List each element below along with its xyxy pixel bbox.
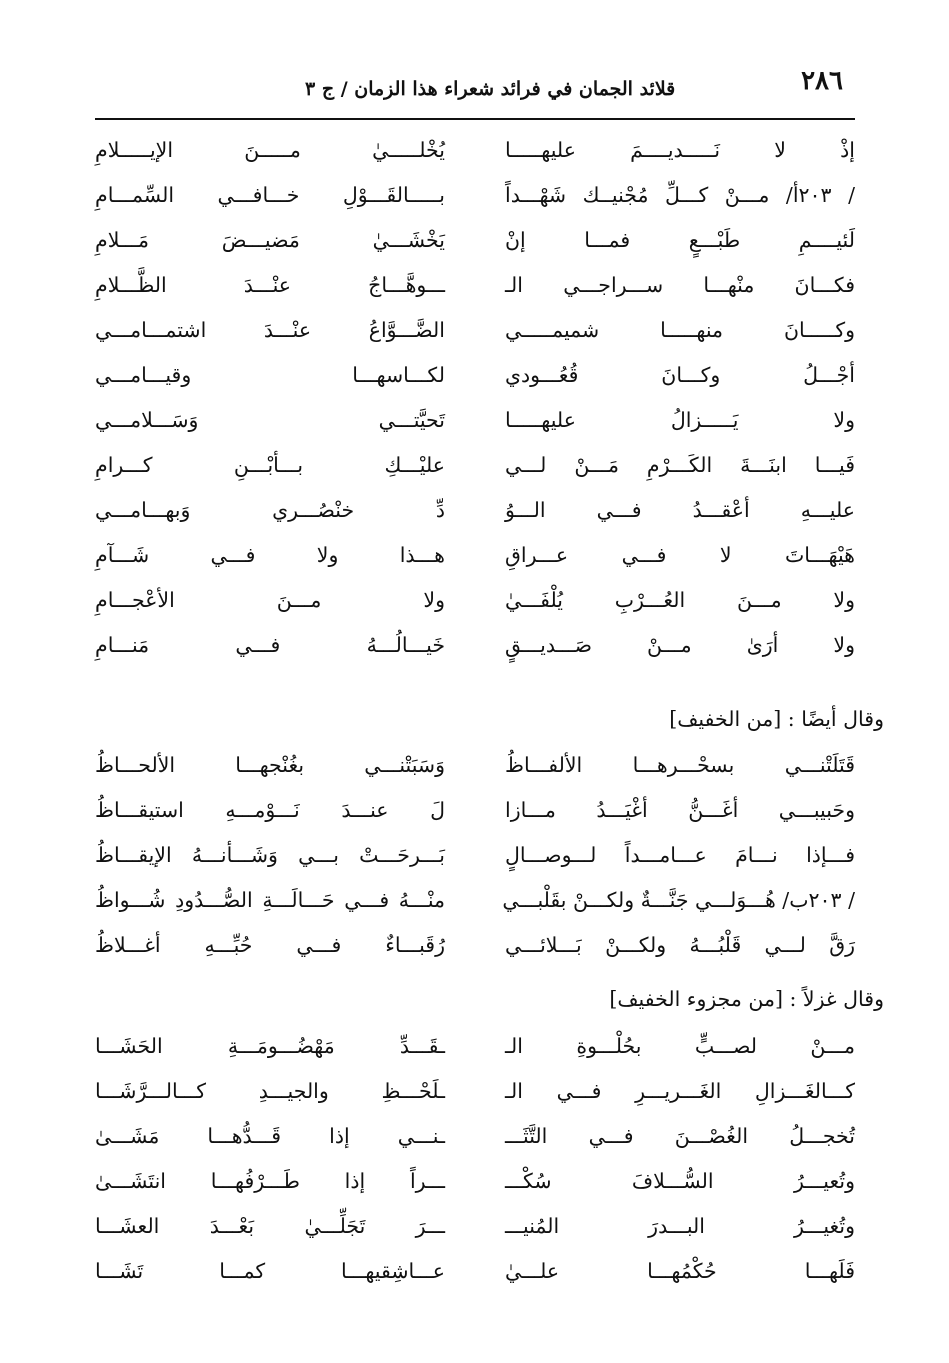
poem-2-intro: وقال أيضًا : [من الخفيف] [669, 707, 884, 731]
second-hemistich: بـــــالقَـــوْلِ خـــافـــي السِّمـــامِ [95, 183, 445, 207]
verse [95, 833, 855, 878]
second-hemistich: ـــوهَّـــاجُ عنْـــدَ الظَّـــلامِ [95, 273, 445, 297]
poem-2 [95, 743, 855, 968]
verse [95, 218, 855, 263]
first-hemistich: لَئيــــمِ طَبْـــعٍ فمـــا إنْ [505, 228, 855, 252]
verse [95, 1024, 855, 1069]
first-hemistich: وتُغيـــرُ البـــدرَ المُنيـــ [505, 1214, 855, 1238]
second-hemistich: رُقَبـــاءٌ فـــي حُبِّـــهِ أغـــلاظُ [95, 933, 445, 957]
first-hemistich: فـــإذا نـــامَ عـــامـــداً لـــوصـــالٍ [505, 843, 855, 867]
first-hemistich: أجْـــلُ وكـــانَ قُعُـــودي [505, 363, 855, 387]
first-hemistich: فَلَهـــا حُكْمُهـــا علـــيٰ [505, 1259, 855, 1283]
verse [95, 1069, 855, 1114]
verse [95, 923, 855, 968]
verse [95, 353, 855, 398]
first-hemistich: كـــالغَـــزالِ الغَـــريـــرِ فـــي الـ [505, 1079, 855, 1103]
second-hemistich: ـــرَ تَجَلِّـــيٰ بَعْـــدَ العشَـــا [95, 1214, 445, 1238]
page-header [95, 64, 855, 116]
header-rule [95, 118, 855, 120]
first-hemistich: إذْ لا نَـــــديــــمَ عليهـــــا [505, 138, 855, 162]
first-hemistich: تُخجـــلُ الغُصْـــنَ فـــي التَّثَـــ [505, 1124, 855, 1148]
second-hemistich: عليْـــكِ بـــأبْـــنِ كـــرامِ [95, 453, 445, 477]
second-hemistich: يَخْشَـــيٰ مَضيـــضَ مَـــلامِ [95, 228, 445, 252]
verse [95, 488, 855, 533]
second-hemistich: خَيـــالُـــهُ فـــي مَنـــامِ [95, 633, 445, 657]
first-hemistich: / ٢٠٣أ/ مـــنْ كـــلِّ مُجْنيــك شَهْـــداً [505, 183, 855, 207]
first-hemistich: هَيْهَـــاتَ لا فـــي عـــراقِ [505, 543, 855, 567]
verse [95, 1159, 855, 1204]
first-hemistich: فَيـــا ابنَـــةَ الكَـــرْمِ مَـــنْ لـــي [505, 453, 855, 477]
verse [95, 308, 855, 353]
second-hemistich: ـلَحْـــظِ والجيـــدِ كـــالـــرَّشَـــا [95, 1079, 445, 1103]
verse [95, 173, 855, 218]
second-hemistich: هـــذا ولا فـــي شَـــآمِ [95, 543, 445, 567]
first-hemistich: عليـــهِ أعْقـــدُ فـــي الـــوُ [505, 498, 855, 522]
second-hemistich: لَ عنـــدَ نَـــوْمـــهِ استيقـــاظُ [95, 798, 445, 822]
second-hemistich: منْـــهُ فـــي حَـــالَـــةِ الصُّـــدُودِ شُـــواظُ [95, 888, 445, 912]
verse [95, 788, 855, 833]
running-title: قلائد الجمان في فرائد شعراء هذا الزمان / ج ٣ [305, 78, 676, 100]
second-hemistich: عـــاشِقيهـــا كمـــا تَشَـــا [95, 1259, 445, 1283]
first-hemistich: ولا يَـــــزالُ عليهـــــا [505, 408, 855, 432]
first-hemistich: وتُعيـــرُ السُّـــلافَ سُكْـــ [505, 1169, 855, 1193]
poem-3-intro: وقال غزلاً : [من مجزوء الخفيف] [609, 987, 884, 1011]
page-number: ٢٨٦ [801, 66, 843, 96]
first-hemistich: ولا أرَىٰ مـــنْ صَـــديـــقٍ [505, 633, 855, 657]
second-hemistich: ولا مـــنَ الأعْجـــامِ [95, 588, 445, 612]
second-hemistich: بَـــرحَـــتْ بـــي وَشَـــأنـــهُ الإيقـــاظُ [95, 843, 445, 867]
first-hemistich: وحَبيبـــي أغَـــنُّ أغْيَـــدُ مـــازا [505, 798, 855, 822]
second-hemistich: وَسَبَتْنـــي بغُنْجهـــا الألحـــاظُ [95, 753, 445, 777]
second-hemistich: ـنـــي إذا قَـــدُّهـــا مَشَـــىٰ [95, 1124, 445, 1148]
second-hemistich: يُخْلـــــيٰ مـــــنَ الإيـــــلامِ [95, 138, 445, 162]
first-hemistich: وكـــــانَ منهـــــا شميمـــــي [505, 318, 855, 342]
verse [95, 578, 855, 623]
first-hemistich: فكـــانَ منْهـــا ســـراجـــي الـ [505, 273, 855, 297]
first-hemistich: رَقَّ لـــي قَلْبُـــهُ ولكـــنْ بَـــلائـــي [505, 933, 855, 957]
first-hemistich: ولا مـــنَ العُـــرْبِ يُلْفَـــيٰ [505, 588, 855, 612]
verse [95, 1114, 855, 1159]
second-hemistich: ـــراً إذا طَـــرْفُهـــا انتَشَـــىٰ [95, 1169, 445, 1193]
second-hemistich: تَحيَّتـــي وَسَـــلامـــي [95, 408, 445, 432]
verse [95, 623, 855, 668]
second-hemistich: الضَّـــوَّاعُ عنْـــدَ اشتمـــامـــي [95, 318, 445, 342]
verse [95, 1249, 855, 1294]
second-hemistich: لكـــاسهـــا وقيـــامـــي [95, 363, 445, 387]
first-hemistich: / ٢٠٣ب/ هُـــوَلـــي جَنَّـــةٌ ولكـــنْ بقَلْبـــي [502, 888, 855, 912]
poem-3 [95, 1024, 855, 1294]
second-hemistich: دِّ خنْصُـــري وَبهـــامـــي [95, 498, 445, 522]
first-hemistich: قَتَلَتْنـــي بسحْـــرهـــا الألفـــاظُ [505, 753, 855, 777]
verse [95, 263, 855, 308]
verse [95, 398, 855, 443]
verse [95, 1204, 855, 1249]
verse [95, 878, 855, 923]
poem-1 [95, 128, 855, 668]
second-hemistich: ـقَـــدِّ مَهْضُـــومَـــةِ الحَشَـــا [95, 1034, 445, 1058]
verse [95, 128, 855, 173]
verse [95, 533, 855, 578]
verse [95, 443, 855, 488]
first-hemistich: مـــنْ لصـــبٍّ بحُلْـــوةِ الـ [505, 1034, 855, 1058]
verse [95, 743, 855, 788]
